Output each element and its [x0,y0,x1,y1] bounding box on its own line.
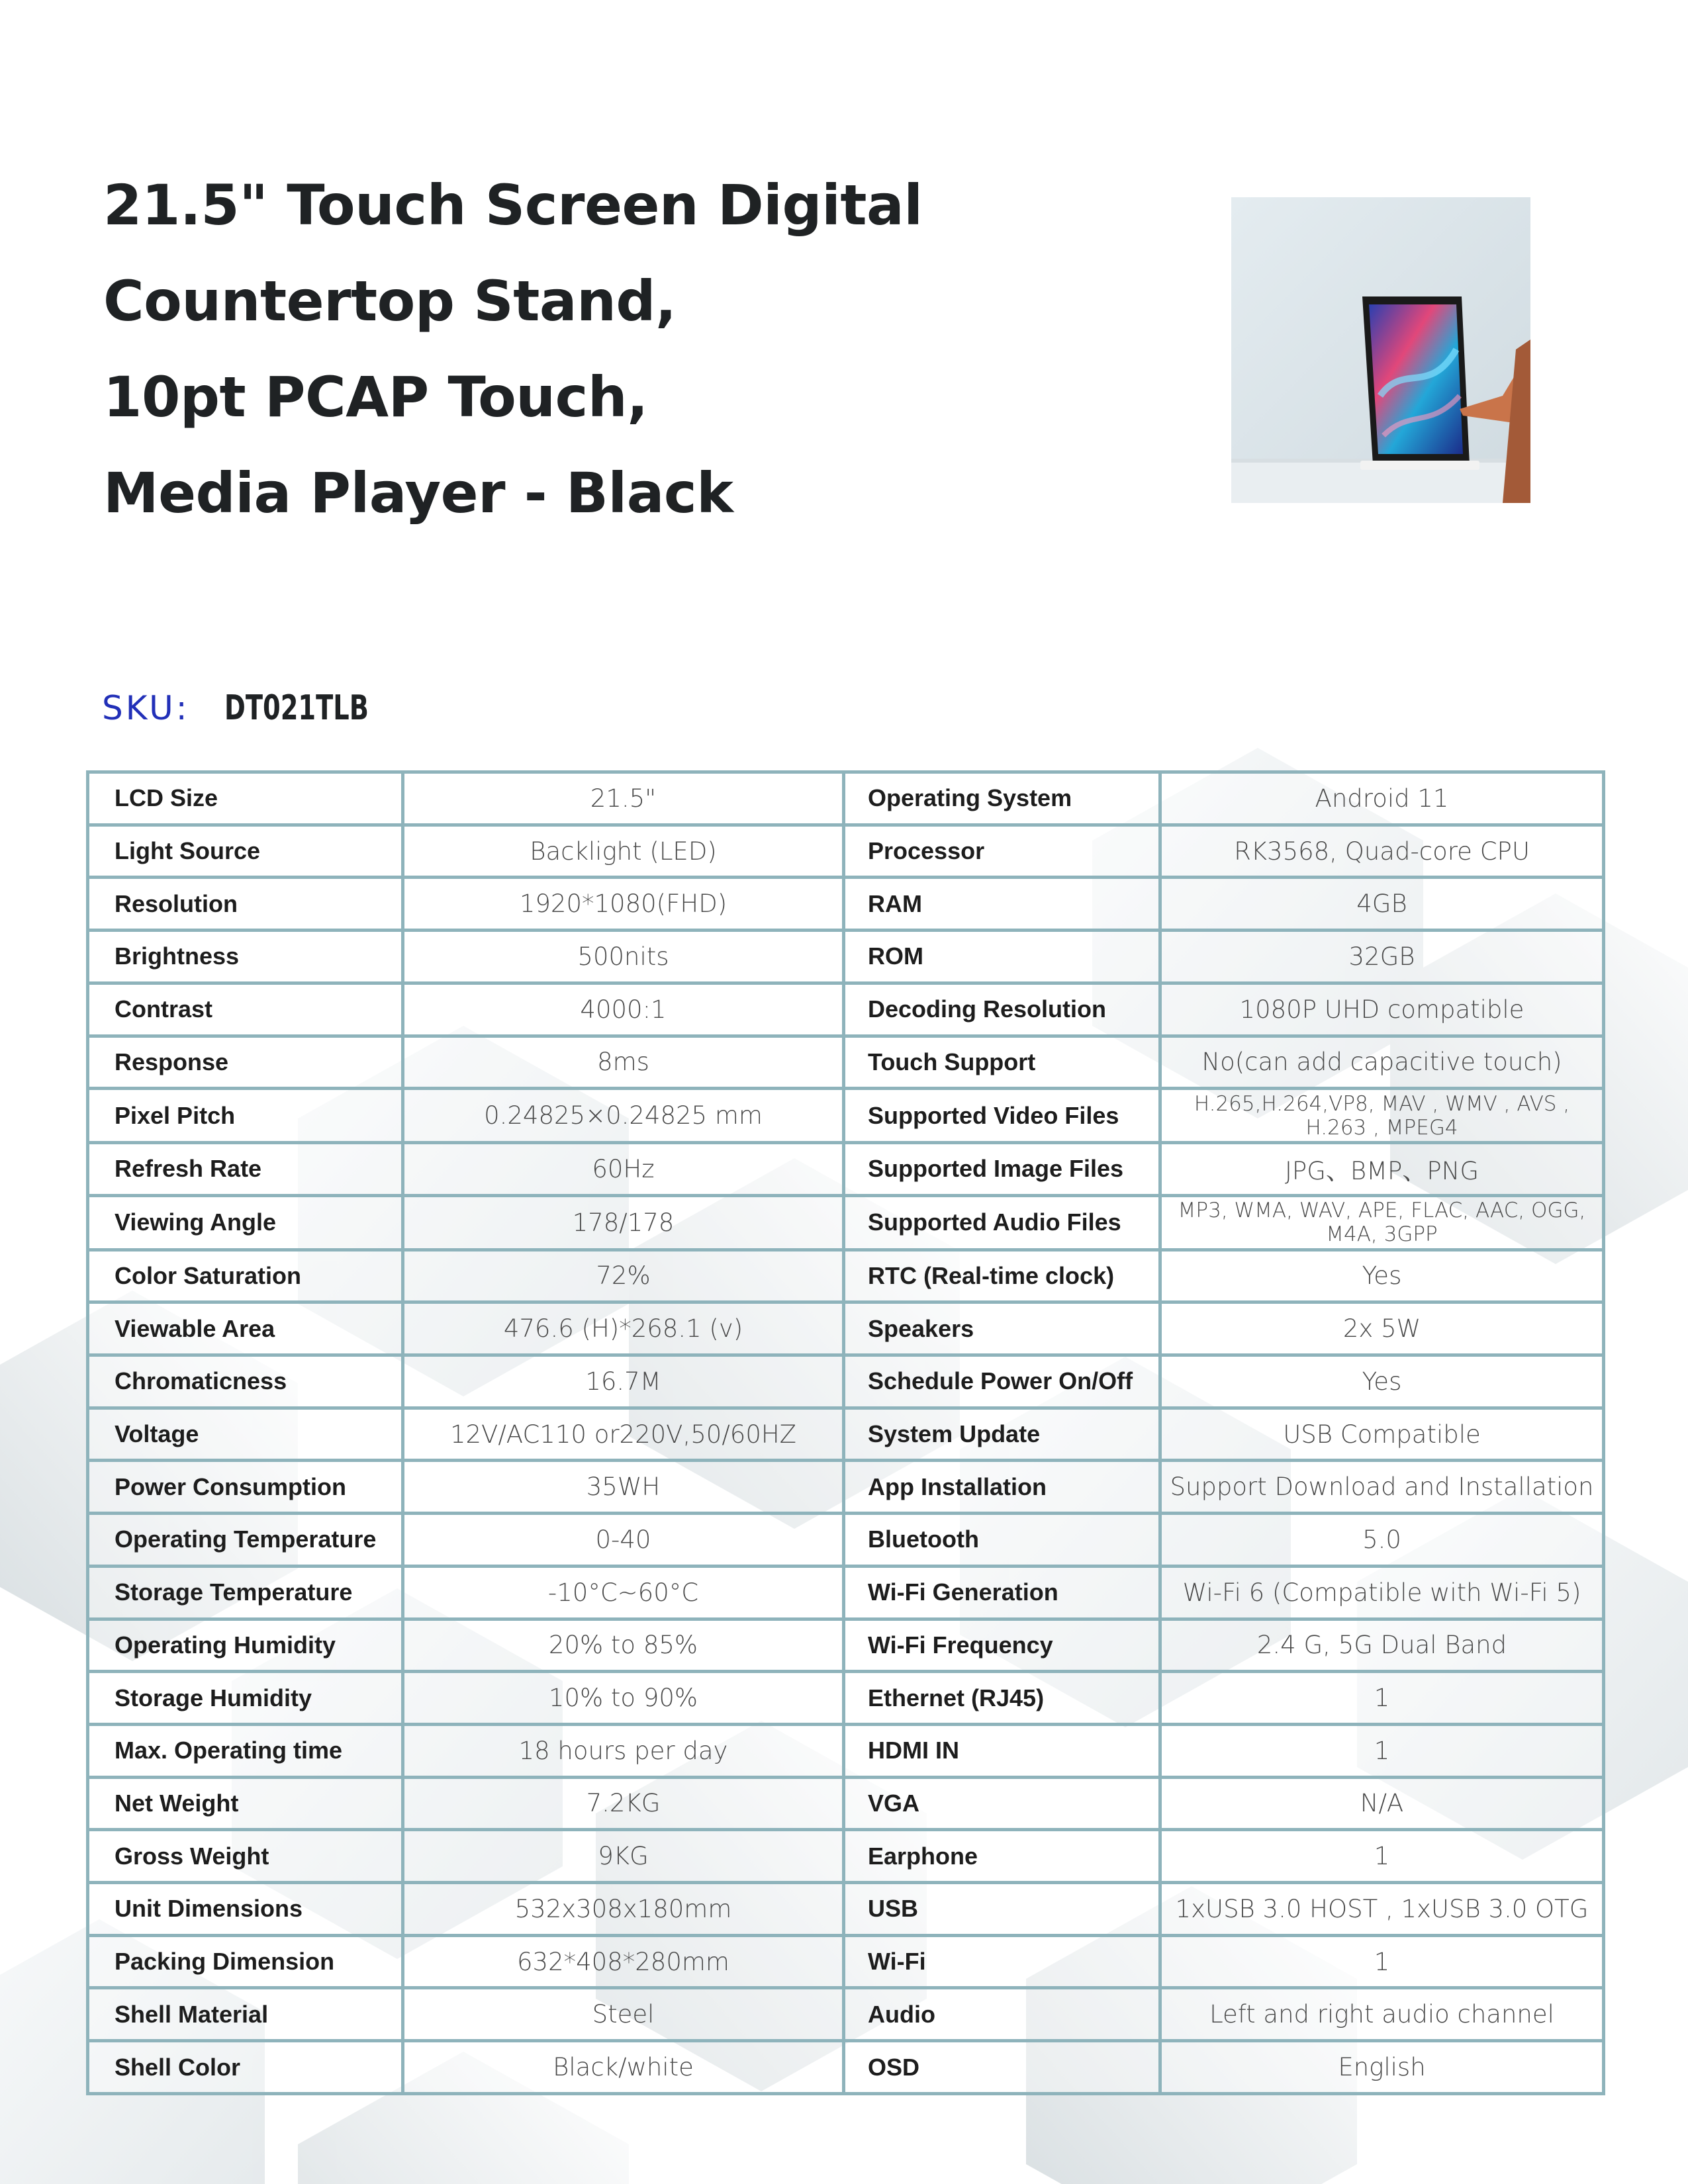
spec-value: 20% to 85% [403,1619,844,1672]
spec-value: Wi-Fi 6 (Compatible with Wi-Fi 5) [1160,1566,1604,1619]
spec-value: 9KG [403,1830,844,1883]
spec-row [88,1195,1604,1250]
spec-label: Voltage [88,1408,403,1461]
spec-row [88,1250,1604,1302]
spec-value: Support Download and Installation [1160,1461,1604,1514]
spec-value: Yes [1160,1355,1604,1408]
spec-label: Decoding Resolution [844,983,1160,1036]
spec-value: JPG、BMP、PNG [1160,1143,1604,1196]
spec-row [88,772,1604,825]
spec-label: Brightness [88,931,403,983]
product-photo [1231,197,1530,503]
spec-label: Shell Color [88,2041,403,2094]
spec-label: Touch Support [844,1036,1160,1089]
spec-label: Wi-Fi Generation [844,1566,1160,1619]
spec-value: 1xUSB 3.0 HOST , 1xUSB 3.0 OTG [1160,1883,1604,1936]
spec-label: LCD Size [88,772,403,825]
spec-label: Supported Audio Files [844,1195,1160,1250]
spec-label: Operating Humidity [88,1619,403,1672]
spec-row [88,1036,1604,1089]
spec-value: USB Compatible [1160,1408,1604,1461]
spec-label: Storage Temperature [88,1566,403,1619]
spec-label: HDMI IN [844,1724,1160,1777]
spec-row [88,1935,1604,1988]
spec-value: -10°C~60°C [403,1566,844,1619]
spec-value: 632*408*280mm [403,1935,844,1988]
spec-value: 2x 5W [1160,1302,1604,1355]
spec-value: 4GB [1160,878,1604,931]
spec-label: Light Source [88,825,403,878]
spec-value: 16.7M [403,1355,844,1408]
spec-value: 1 [1160,1672,1604,1725]
spec-value: RK3568, Quad-core CPU [1160,825,1604,878]
spec-value: Yes [1160,1250,1604,1302]
spec-label: Wi-Fi [844,1935,1160,1988]
spec-label: Viewable Area [88,1302,403,1355]
spec-value: 8ms [403,1036,844,1089]
spec-value: 178/178 [403,1195,844,1250]
sku-value: DT021TLB [224,688,369,728]
spec-value: 1 [1160,1830,1604,1883]
spec-label: VGA [844,1777,1160,1830]
spec-label: System Update [844,1408,1160,1461]
spec-row [88,878,1604,931]
spec-label: Contrast [88,983,403,1036]
spec-value: 32GB [1160,931,1604,983]
title-line-2: Countertop Stand, [103,269,677,334]
spec-label: RAM [844,878,1160,931]
spec-row [88,1143,1604,1196]
spec-label: Schedule Power On/Off [844,1355,1160,1408]
spec-label: Operating System [844,772,1160,825]
spec-label: RTC (Real-time clock) [844,1250,1160,1302]
spec-label: OSD [844,2041,1160,2094]
spec-label: Max. Operating time [88,1724,403,1777]
spec-value: 1 [1160,1724,1604,1777]
spec-label: Color Saturation [88,1250,403,1302]
spec-label: App Installation [844,1461,1160,1514]
spec-label: Earphone [844,1830,1160,1883]
spec-label: Supported Video Files [844,1089,1160,1143]
spec-value: 500nits [403,931,844,983]
spec-label: Processor [844,825,1160,878]
spec-value: 0.24825×0.24825 mm [403,1089,844,1143]
spec-label: Resolution [88,878,403,931]
spec-label: Net Weight [88,1777,403,1830]
spec-label: Bluetooth [844,1514,1160,1567]
spec-row [88,1988,1604,2041]
spec-label: Speakers [844,1302,1160,1355]
spec-label: ROM [844,931,1160,983]
spec-label: Gross Weight [88,1830,403,1883]
spec-label: Viewing Angle [88,1195,403,1250]
spec-value: MP3, WMA, WAV, APE, FLAC, AAC, OGG, M4A, 3GPP [1160,1195,1604,1250]
spec-value: H.265,H.264,VP8, MAV , WMV , AVS , H.263 , MPEG4 [1160,1089,1604,1143]
spec-value: 476.6 (H)*268.1 (v) [403,1302,844,1355]
title-line-1: 21.5" Touch Screen Digital [103,173,923,238]
spec-row [88,1302,1604,1355]
spec-label: Chromaticness [88,1355,403,1408]
spec-row [88,1724,1604,1777]
spec-value: 1 [1160,1935,1604,1988]
spec-value: Android 11 [1160,772,1604,825]
spec-row [88,1461,1604,1514]
spec-label: Power Consumption [88,1461,403,1514]
spec-label: Packing Dimension [88,1935,403,1988]
spec-value: 2.4 G, 5G Dual Band [1160,1619,1604,1672]
spec-label: Operating Temperature [88,1514,403,1567]
sku-line [102,688,400,728]
spec-table [86,770,1605,2095]
sku-label: SKU: [102,689,190,727]
spec-row [88,1566,1604,1619]
spec-value: 4000:1 [403,983,844,1036]
spec-value: Steel [403,1988,844,2041]
spec-value: 12V/AC110 or220V,50/60HZ [403,1408,844,1461]
spec-row [88,1830,1604,1883]
spec-value: 7.2KG [403,1777,844,1830]
spec-value: 1080P UHD compatible [1160,983,1604,1036]
spec-value: Backlight (LED) [403,825,844,878]
spec-value: 35WH [403,1461,844,1514]
spec-row [88,1408,1604,1461]
spec-label: Unit Dimensions [88,1883,403,1936]
spec-row [88,1089,1604,1143]
spec-value: 0-40 [403,1514,844,1567]
spec-value: 5.0 [1160,1514,1604,1567]
spec-label: USB [844,1883,1160,1936]
spec-row [88,931,1604,983]
spec-label: Supported Image Files [844,1143,1160,1196]
spec-label: Response [88,1036,403,1089]
spec-row [88,983,1604,1036]
spec-row [88,1777,1604,1830]
spec-value: 18 hours per day [403,1724,844,1777]
spec-row [88,825,1604,878]
spec-row [88,1514,1604,1567]
spec-label: Audio [844,1988,1160,2041]
spec-value: English [1160,2041,1604,2094]
spec-row [88,1619,1604,1672]
spec-value: 21.5" [403,772,844,825]
spec-value: Black/white [403,2041,844,2094]
spec-row [88,1883,1604,1936]
spec-value: 60Hz [403,1143,844,1196]
spec-row [88,1355,1604,1408]
spec-value: 10% to 90% [403,1672,844,1725]
product-title [103,158,1096,541]
spec-label: Shell Material [88,1988,403,2041]
spec-label: Ethernet (RJ45) [844,1672,1160,1725]
spec-value: No(can add capacitive touch) [1160,1036,1604,1089]
spec-value: 72% [403,1250,844,1302]
title-line-3: 10pt PCAP Touch, [103,365,648,430]
spec-label: Storage Humidity [88,1672,403,1725]
spec-value: Left and right audio channel [1160,1988,1604,2041]
spec-row [88,2041,1604,2094]
spec-label: Wi-Fi Frequency [844,1619,1160,1672]
spec-label: Pixel Pitch [88,1089,403,1143]
spec-value: 532x308x180mm [403,1883,844,1936]
spec-value: N/A [1160,1777,1604,1830]
spec-value: 1920*1080(FHD) [403,878,844,931]
title-line-4: Media Player - Black [103,461,733,525]
spec-table-body [88,772,1604,2094]
spec-row [88,1672,1604,1725]
spec-label: Refresh Rate [88,1143,403,1196]
